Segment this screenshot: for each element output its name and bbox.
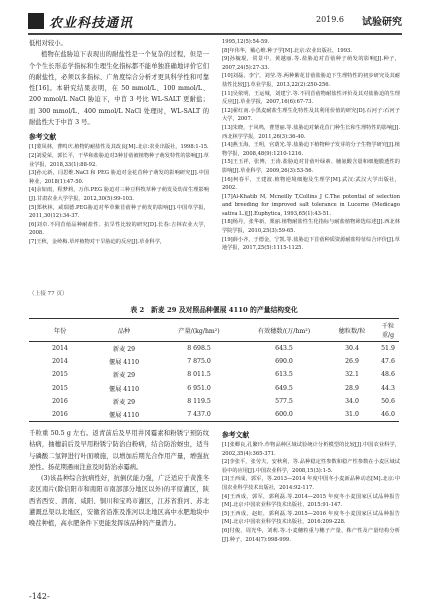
col-header: 穗粒数/粒 [327, 319, 377, 342]
reference-item: [13]朱晓，于风鸣，曹慧丽.等.盐胁迫对紫花苜门种生长和生理特性的影响[J].西北林学学报，2011,26(3):36-40. [222, 124, 400, 140]
table-cell: 8 698.5 [187, 345, 211, 353]
reference-item: [3]孙元新，闫思维.NaCl 和 PEG 胁迫对金花苜种子萌发的影响研究[J].中国种业，2018(1):47-50. [29, 170, 209, 185]
table-cell: 2014 [52, 358, 68, 366]
col-header: 千粒重/g [377, 319, 399, 342]
table-cell: 6 951.0 [187, 384, 211, 392]
lower-right-column [222, 426, 400, 544]
table-cell: 577.5 [275, 397, 293, 405]
table-cell: 2016 [29, 408, 91, 422]
journal-logo-icon [28, 13, 44, 29]
header-divider [28, 33, 402, 35]
table-row [29, 382, 399, 395]
body-paragraph: 植物在盐胁迫下表现出的耐盐性是一个复杂的过程，但是一个个生长形态学指标和生理生化指标都不能单独准确地评价它们的耐盐性，必须以多指标、广角度综合分析才更具科学性和可靠性[16]。本研究结果表明，在 50 mmol/L、100 mmol/L、200 mmol/L NaCl 胁迫下，中苜 3 号比 WL-SALT 更耐盐；而 300 mmol/L、400 mmol/L NaCl 处理时，WL-SALT 的耐盐性大于中苜 3 号。 [29, 51, 209, 127]
table-cell: 7 437.0 [157, 408, 241, 422]
reference-item: [4]王西成，郭军，郭利磊.等.2014—2015 年度冬小麦国家区试品种报告[M].北京:中国农业科学技术出版社，2015:91-147. [222, 493, 400, 509]
table-cell: 600.0 [241, 408, 327, 422]
table-cell: 28.9 [345, 384, 359, 392]
references-heading: 参考文献 [29, 133, 57, 142]
reference-item: [5]郑秋林，咸瑞德.PEG胁迫对华草紫苜蓿种子萌发的影响[J].中国草学报，2011,30(12):34-37. [29, 204, 209, 220]
table-cell: 新麦 29 [112, 398, 136, 406]
continued-note: （上接 77 页） [29, 291, 68, 297]
table-row [29, 408, 399, 422]
reference-item: [15]王玉祥，张博，王涛.盐胁迫对苜蓿叶绿素、脯氨酸含量和细胞膜透性的影响[J].草业科学，2009,26(3):53-56. [222, 159, 400, 174]
table-cell: 新麦 29 [112, 372, 136, 380]
table-row [29, 395, 399, 408]
table-cell: 50.6 [381, 397, 395, 405]
table-cell: 偃展 4110 [91, 408, 157, 422]
table-cell: 643.5 [275, 345, 293, 353]
table-row [29, 355, 399, 368]
section-label: 试验研究 [362, 17, 402, 28]
reference-item: [2]刘爱荣，郭长平，干华和盐胁迫对3种苜蓿被植物种子萌发特性的影响[J].草业学报，2018,33(1):88-92. [29, 152, 209, 168]
yield-table-block [29, 291, 399, 422]
reference-item: [1]张卿良,孔繁玲.作物品种区域试验统计分析模型的比较[J].中国农业科学，2002,35(4):365-371. [222, 442, 400, 457]
references-heading: 参考文献 [222, 431, 250, 439]
page-header [28, 6, 402, 32]
lower-left-column [29, 428, 209, 530]
reference-item: [6]付俊，周光华，刘莉.等.小麦穗粒重与穗子产量、株产性及产量结构分析[J].种子，2014(7):998-999. [222, 527, 400, 543]
table-cell: 新麦 29 [112, 346, 136, 354]
reference-item: [2]李张平，张劳夫，安秋利，等.品种稳定性参数和稳产性参数在小麦区域试验中的应用[J].中国农业科学，2008,15(3):1-5. [222, 459, 400, 474]
reference-item: [16]柯春平，王建波.植物逆境细胞及生理学[M].武汉:武汉大学出版社，2002. [222, 176, 400, 192]
body-paragraph: 千粒重 50.5 g 左右。返青前后及早用井冈霉素和粉锈宁预防纹枯病，抽穗前后及早用粉锈宁防治白粉病，结合防治蚜虫，适当与磷酸二氢钾进行叶面喷施，以增加后期光合作用产量，增强抗逆性。扬花期遇雨注意及时防治赤霉病。 [29, 430, 209, 471]
table-cell: 30.4 [345, 345, 359, 353]
reference-item: [6]刘卓.不同苜蓿品种耐盐性、抗旱性比较的研究[D].长春:吉林农业大学，2008. [29, 221, 209, 237]
table-cell: 44.3 [381, 384, 395, 392]
reference-item: [4]余如雨，程梦莉，万伟.PEG 胁迫对三种豆科牧草种子萌发及幼苗生理影响[J].甘肃农业大学学报，2012,30(5):99-103. [29, 187, 209, 202]
reference-item: [1]蒙凤林，曹鸣庆.植物的耐盐性及其改良[M].北京:农业出版社，1998:1-15. [29, 144, 209, 151]
table-cell: 48.6 [381, 371, 395, 379]
reference-item: [11]吴依明，王运城，刘建宁.等.不同苜蓿物耐盐性评价及其对盐胁迫的生理反应[J].草业学报，2007,16(6):67-73. [222, 90, 400, 106]
reference-item: [7]王秋，金岭梅.草坪植物对干旱胁迫的反应[J].草业科学， [29, 238, 166, 245]
table-cell: 2016 [52, 397, 68, 405]
table-cell: 690.0 [275, 358, 293, 366]
table-cell: 31.0 [327, 408, 377, 422]
col-header: 品种 [91, 319, 157, 342]
table-row [29, 342, 399, 356]
table-row [29, 368, 399, 381]
table-cell: 649.5 [275, 384, 293, 392]
table-cell: 2015 [52, 384, 68, 392]
table-cell: 8 011.5 [187, 371, 211, 379]
left-column [29, 38, 209, 247]
col-header: 有效穗数/(万/hm²) [241, 319, 327, 342]
body-paragraph: (3)该品种综合抗病性好，抗倒伏能力强，广泛适应于黄淮冬麦区南片(除信阳市和南阳市南部部分地区以外)的平原灌区，陕西省西安、渭南、咸阳、铜川和宝鸡市灌区，江苏省淮河、苏北灌溉总渠以北地区，安徽省沿淮及淮河以北地区高中水肥地块中晚茬种植，高水肥条件下更能发挥该品种的产量潜力。 [29, 475, 209, 528]
yield-table [29, 318, 399, 422]
table-title: 表 2 新麦 29 及对照品种偃展 4110 的产量结构变化 [130, 306, 298, 314]
table-header-row [29, 319, 399, 342]
reference-item: 1995,12(5):54-59. [222, 39, 270, 45]
reference-item: [5]王西成，赵虹，郭利磊.等.2015—2016 年度冬小麦国家区试品种报告[M].北京:中国农业科学技术出版社，2016:209-228. [222, 510, 400, 526]
table-cell: 2014 [52, 345, 68, 353]
reference-item: [19]薛小齐，于德金，宁凯.等.盐胁迫下苜蓿种质资源耐盐特征综合评价[J].草地学报，2017,25(5):1115-1125. [222, 236, 400, 252]
col-header: 产量/(kg/hm²) [157, 319, 241, 342]
table-cell: 8 119.5 [187, 397, 211, 405]
reference-item: [8]年伟华，戴心维.种子学[M].北京:农业出版社，1993. [222, 47, 352, 54]
right-column [222, 38, 400, 253]
reference-item: [17]Al-Khatib M, Mcneilly T,Collins J C.The potential of selection and breeding for improved salt tolerance in Lucerne (Medicago sativa L.)[J].Euphytica, 1993,65(1):43-51. [222, 193, 400, 217]
reference-item: [3]王西成，郭军，等.2013—2014 年度中国冬小麦新品种动态[M].北京:中国农业科学技术出版社，2014:92-117. [222, 476, 400, 491]
table-cell: 46.0 [377, 408, 399, 422]
reference-item: [9]孙毓琨，常景中，黄越丽.等.盐胁迫对苜蓿种子萌发的影响[J].种子，2007,24(5):27-33. [222, 56, 400, 71]
table-cell: 47.6 [381, 358, 395, 366]
page-number: -142- [29, 592, 50, 601]
body-paragraph: 低相对较小。 [29, 40, 67, 47]
table-cell: 偃展 4110 [108, 385, 140, 393]
table-cell: 2015 [52, 371, 68, 379]
table-cell: 51.9 [381, 345, 395, 353]
reference-item: [10]刘磊，李宁，刘莹.等.两种紫花苜蓿盐胁迫下生理特性的初步研究及其耐盐性比较[J].草业学报，2013,22(2):250-256. [222, 73, 400, 88]
table-cell: 34.0 [345, 397, 359, 405]
reference-item: [14]燕玉海，王明，官荫光.等.盐胁迫下植物种子发芽的分子生物学研究[J].植物学报，2008,48(9):1210-1216. [222, 142, 400, 157]
col-header: 年份 [29, 319, 91, 342]
table-cell: 偃展 4110 [108, 359, 140, 367]
table-cell: 26.9 [345, 358, 359, 366]
issue-label: 2019.6 [316, 15, 344, 24]
table-cell: 7 875.0 [187, 358, 211, 366]
reference-item: [12]翟红南.小黑麦耐盐生理生化特性及其利用价值的研究[D].石河子:石河子大学，2007. [222, 107, 400, 123]
table-cell: 32.1 [345, 371, 359, 379]
reference-item: [18]杨丹，张华新，栗丽.植物耐盐性生化指标与耐盐植物筛选综述[J].西北林学院学报，2010,25(3):59-65. [222, 219, 400, 235]
journal-title: 农业科技通讯 [49, 16, 134, 31]
table-cell: 613.5 [275, 371, 293, 379]
